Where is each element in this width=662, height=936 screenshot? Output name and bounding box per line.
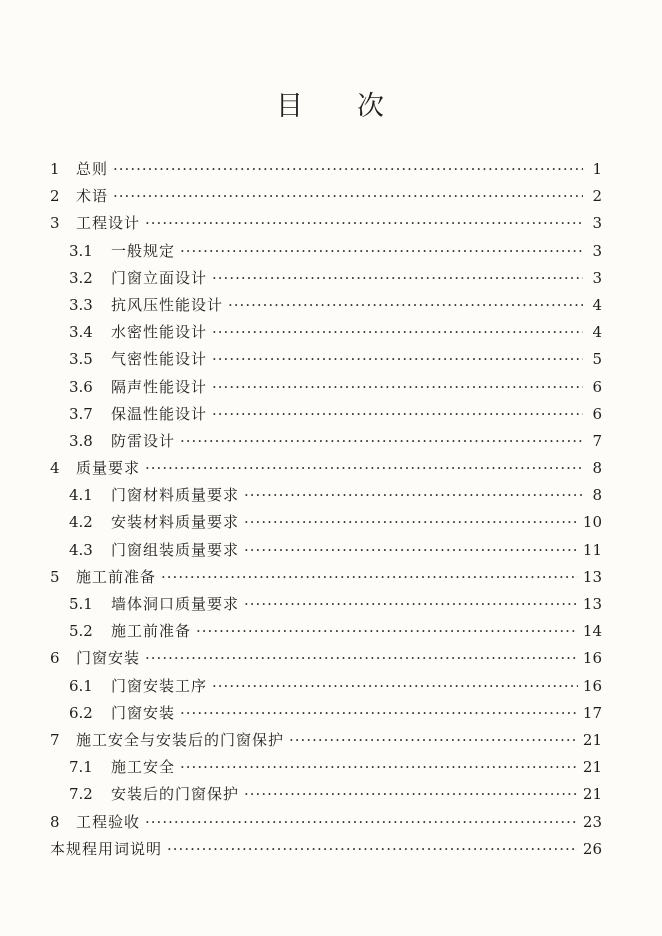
page-title-char-2: 次 [357, 91, 386, 122]
toc-entry-page: 21 [582, 785, 602, 804]
toc-entry-title: 门窗安装工序 [111, 676, 208, 695]
toc-entry-title: 施工安全 [111, 758, 176, 777]
dot-leader [161, 564, 578, 591]
toc-entry-title: 总则 [76, 160, 109, 178]
dot-leader [212, 346, 583, 373]
toc-entry[interactable] [50, 564, 602, 591]
toc-entry-number: 4 [50, 459, 60, 478]
toc-entry-page: 21 [582, 758, 602, 777]
dot-leader [212, 374, 583, 401]
toc-entry-page: 6 [592, 404, 602, 423]
toc-entry-number: 7 [50, 730, 60, 749]
toc-entry-page: 6 [592, 377, 602, 396]
toc-entry-title: 门窗安装 [111, 703, 176, 722]
dot-leader [244, 537, 578, 564]
table-of-contents [50, 156, 602, 863]
dot-leader [145, 210, 583, 237]
toc-entry-title: 工程验收 [76, 812, 141, 831]
toc-entry[interactable] [50, 428, 602, 455]
toc-entry-number: 6.1 [69, 676, 93, 695]
toc-entry-title: 施工前准备 [111, 622, 192, 641]
dot-leader [145, 809, 578, 836]
toc-entry-page: 3 [592, 268, 602, 287]
toc-entry[interactable] [50, 836, 602, 863]
toc-entry-title: 工程设计 [76, 214, 141, 233]
toc-entry-page: 8 [592, 459, 602, 478]
toc-entry-page: 5 [592, 350, 602, 369]
toc-entry-number: 4.2 [69, 513, 93, 532]
toc-entry-page: 2 [592, 187, 602, 206]
dot-leader [212, 673, 578, 700]
toc-entry-page: 14 [582, 622, 602, 641]
toc-entry-number: 7.1 [69, 758, 93, 777]
toc-entry-title: 墙体洞口质量要求 [111, 595, 240, 613]
toc-entry-page: 1 [592, 160, 602, 178]
toc-entry-number: 5 [50, 567, 60, 586]
toc-entry-number: 3 [50, 214, 60, 233]
toc-entry-title: 门窗安装 [76, 649, 141, 668]
toc-entry-title: 安装后的门窗保护 [111, 785, 240, 804]
toc-entry-title: 安装材料质量要求 [111, 513, 240, 532]
toc-entry[interactable] [50, 809, 602, 836]
toc-entry-title: 隔声性能设计 [111, 377, 208, 396]
toc-entry-page: 16 [582, 676, 602, 695]
dot-leader [244, 482, 583, 509]
toc-entry-title: 水密性能设计 [111, 323, 208, 342]
toc-entry-title: 门窗立面设计 [111, 268, 208, 287]
toc-entry-number: 1 [50, 160, 60, 178]
toc-entry-title: 施工安全与安装后的门窗保护 [76, 730, 285, 749]
toc-entry-page: 4 [592, 295, 602, 314]
toc-entry-title: 保温性能设计 [111, 404, 208, 423]
toc-entry-title: 本规程用词说明 [50, 839, 163, 858]
toc-entry-number: 3.6 [69, 377, 93, 396]
toc-entry[interactable] [50, 401, 602, 428]
toc-entry-page: 23 [582, 812, 602, 831]
page-title [0, 84, 662, 123]
dot-leader [228, 292, 583, 319]
toc-entry-title: 抗风压性能设计 [111, 295, 224, 314]
toc-entry[interactable] [50, 238, 602, 265]
dot-leader [212, 401, 583, 428]
dot-leader [180, 428, 583, 455]
toc-entry-number: 4.1 [69, 486, 93, 505]
toc-entry[interactable] [50, 482, 602, 509]
toc-entry-number: 2 [50, 187, 60, 206]
toc-entry[interactable] [50, 645, 602, 672]
dot-leader [244, 591, 578, 618]
toc-entry[interactable] [50, 537, 602, 564]
toc-entry-number: 8 [50, 812, 60, 831]
dot-leader [180, 700, 578, 727]
dot-leader [289, 727, 578, 754]
toc-entry-title: 门窗组装质量要求 [111, 540, 240, 559]
dot-leader [244, 781, 578, 808]
dot-leader [145, 645, 578, 672]
toc-entry[interactable] [50, 265, 602, 292]
toc-entry-title: 术语 [76, 187, 109, 206]
toc-entry-page: 7 [592, 431, 602, 450]
toc-entry-page: 21 [582, 730, 602, 749]
toc-entry-number: 3.3 [69, 295, 93, 314]
toc-entry[interactable] [50, 727, 602, 754]
dot-leader [167, 836, 578, 863]
toc-entry[interactable] [50, 673, 602, 700]
toc-entry-page: 11 [582, 540, 602, 559]
toc-entry[interactable] [50, 509, 602, 536]
toc-entry-number: 3.8 [69, 431, 93, 450]
toc-entry-number: 5.1 [69, 595, 93, 613]
toc-entry-number: 3.4 [69, 323, 93, 342]
toc-entry[interactable] [50, 319, 602, 346]
toc-entry-number: 6 [50, 649, 60, 668]
toc-entry-page: 17 [582, 703, 602, 722]
toc-entry-page: 13 [582, 595, 602, 613]
toc-entry-page: 13 [582, 567, 602, 586]
dot-leader [145, 455, 583, 482]
toc-entry-number: 4.3 [69, 540, 93, 559]
toc-entry[interactable] [50, 591, 602, 618]
dot-leader [180, 754, 578, 781]
toc-entry[interactable] [50, 346, 602, 373]
toc-entry-number: 3.7 [69, 404, 93, 423]
dot-leader [113, 156, 583, 183]
toc-entry[interactable] [50, 183, 602, 210]
toc-entry-title: 门窗材料质量要求 [111, 486, 240, 505]
toc-entry[interactable] [50, 455, 602, 482]
toc-entry-number: 3.2 [69, 268, 93, 287]
toc-entry[interactable] [50, 754, 602, 781]
dot-leader [113, 183, 583, 210]
toc-entry-title: 质量要求 [76, 459, 141, 478]
toc-entry-page: 8 [592, 486, 602, 505]
toc-entry-title: 防雷设计 [111, 431, 176, 450]
toc-entry-number: 5.2 [69, 622, 93, 641]
toc-entry-title: 施工前准备 [76, 567, 157, 586]
toc-entry-page: 16 [582, 649, 602, 668]
toc-entry-number: 6.2 [69, 703, 93, 722]
dot-leader [212, 319, 583, 346]
toc-entry-number: 3.1 [69, 241, 93, 260]
toc-entry-number: 3.5 [69, 350, 93, 369]
toc-entry[interactable] [50, 618, 602, 645]
toc-entry-page: 26 [582, 839, 602, 858]
dot-leader [244, 509, 578, 536]
dot-leader [196, 618, 578, 645]
page-title-char-1: 目 [276, 91, 305, 122]
toc-entry-page: 4 [592, 323, 602, 342]
toc-entry[interactable] [50, 210, 602, 237]
toc-entry[interactable] [50, 156, 602, 183]
dot-leader [212, 265, 583, 292]
toc-entry[interactable] [50, 700, 602, 727]
toc-entry-title: 气密性能设计 [111, 350, 208, 369]
toc-entry[interactable] [50, 781, 602, 808]
toc-entry-page: 10 [582, 513, 602, 532]
dot-leader [180, 238, 583, 265]
toc-entry[interactable] [50, 374, 602, 401]
toc-entry-title: 一般规定 [111, 241, 176, 260]
toc-entry-page: 3 [592, 214, 602, 233]
toc-entry-number: 7.2 [69, 785, 93, 804]
toc-entry-page: 3 [592, 241, 602, 260]
toc-entry[interactable] [50, 292, 602, 319]
